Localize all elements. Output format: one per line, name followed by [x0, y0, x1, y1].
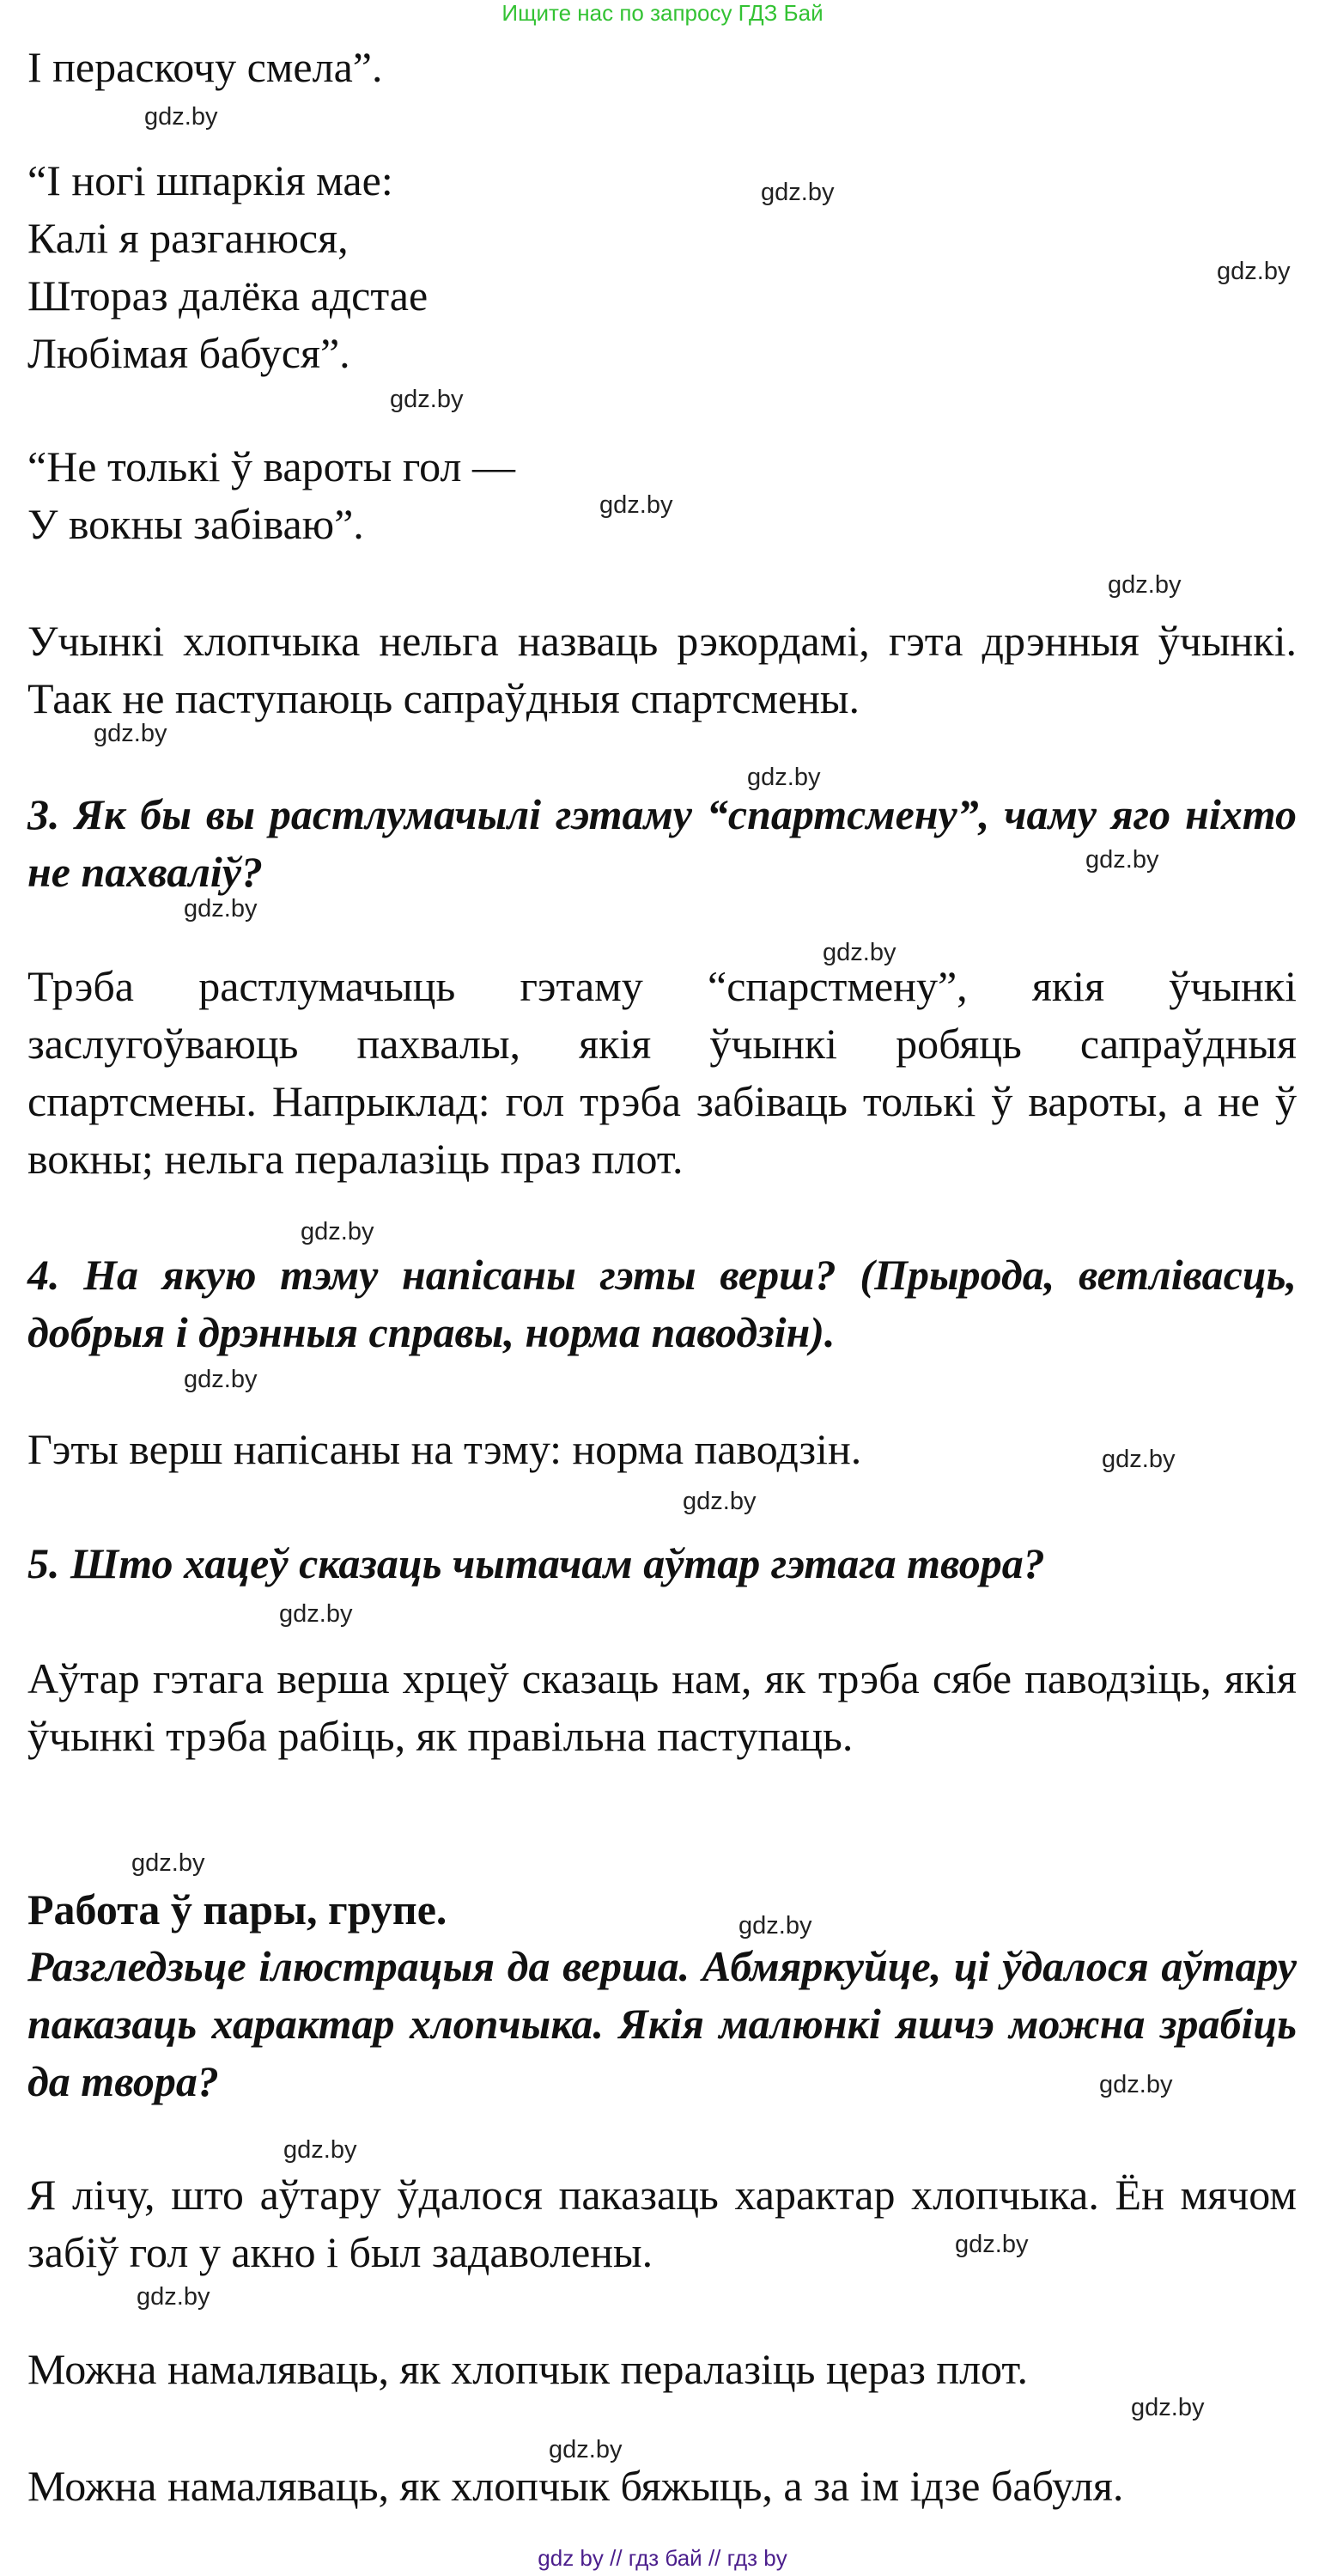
footer-links	[0, 2545, 1325, 2572]
watermark: gdz.by	[283, 2136, 357, 2164]
watermark: gdz.by	[1102, 1446, 1176, 1473]
watermark: gdz.by	[549, 2436, 623, 2463]
question-4: 4. На якую тэму напісаны гэты верш? (Прырода, ветлівасць, добрыя і дрэнныя справы, норма паводзін).	[27, 1251, 1297, 1356]
watermark: gdz.by	[1131, 2394, 1205, 2421]
watermark: gdz.by	[390, 386, 464, 413]
poem-line: “І ногі шпаркія мае:	[27, 156, 393, 204]
footer-link-gdz-by[interactable]: gdz by	[538, 2545, 604, 2571]
top-banner[interactable]: Ищите нас по запросу ГДЗ Бай	[501, 0, 824, 26]
watermark: gdz.by	[137, 2283, 210, 2311]
watermark: gdz.by	[955, 2231, 1029, 2258]
pair-answer-3: Можна намаляваць, як хлопчык бяжыць, а за ім ідзе бабуля.	[27, 2462, 1124, 2510]
watermark: gdz.by	[94, 720, 167, 747]
question-3: 3. Як бы вы растлумачылі гэтаму “спартсмену”, чаму яго ніхто не пахваліў?	[27, 790, 1297, 896]
watermark: gdz.by	[1099, 2071, 1173, 2098]
answer-records: Учынкі хлопчыка нельга назваць рэкордамі, гэта дрэнныя ўчынкі. Таак не паступаюць сапраўдныя спартсмены.	[27, 617, 1297, 722]
question-5: 5. Што хацеў сказаць чытачам аўтар гэтага твора?	[27, 1539, 1045, 1587]
poem-line: Калі я разганюся,	[27, 214, 349, 262]
poem-line: “Не толькі ў вароты гол —	[27, 442, 515, 490]
pair-work-task: Разгледзьце ілюстрацыя да верша. Абмяркуйце, ці ўдалося аўтару паказаць характар хлопчыка. Якія малюнкі яшчэ можна зрабіць да твора?	[27, 1942, 1297, 2105]
poem-line: Штораз далёка адстае	[27, 271, 428, 320]
answer-4: Гэты верш напісаны на тэму: норма паводзін.	[27, 1425, 862, 1473]
watermark: gdz.by	[301, 1218, 374, 1245]
watermark: gdz.by	[184, 895, 258, 923]
watermark: gdz.by	[1108, 571, 1182, 599]
watermark: gdz.by	[279, 1600, 353, 1628]
pair-answer-2: Можна намаляваць, як хлопчык пералазіць цераз плот.	[27, 2345, 1028, 2393]
watermark: gdz.by	[761, 179, 835, 206]
watermark: gdz.by	[738, 1912, 812, 1940]
footer-separator: //	[603, 2545, 629, 2571]
watermark: gdz.by	[1085, 846, 1159, 874]
answer-5: Аўтар гэтага верша хрцеў сказаць нам, як трэба сябе паводзіць, якія ўчынкі трэба рабіць, як правільна паступаць.	[27, 1654, 1297, 1760]
footer-separator: //	[702, 2545, 727, 2571]
pair-answer-1: Я лічу, што аўтару ўдалося паказаць характар хлопчыка. Ён мячом забіў гол у акно і был задаволены.	[27, 2171, 1297, 2276]
poem-line: У вокны забіваю”.	[27, 500, 364, 548]
poem-line: І пераскочу смела”.	[27, 43, 383, 91]
poem-line: Любімая бабуся”.	[27, 329, 350, 377]
poem-stanza-0	[27, 39, 1297, 96]
watermark: gdz.by	[599, 491, 673, 519]
pair-work-heading: Работа ў пары, групе.	[27, 1885, 447, 1934]
watermark: gdz.by	[823, 939, 897, 966]
watermark: gdz.by	[747, 764, 821, 791]
answer-3: Трэба растлумачыць гэтаму “спарстмену”, якія ўчынкі заслугоўваюць пахвалы, якія ўчынкі робяць сапраўдныя спартсмены. Напрыклад: гол трэба забіваць толькі ў вароты, а не ў вокны; нельга пералазіць праз плот.	[27, 962, 1297, 1183]
poem-stanza-1	[27, 152, 1297, 382]
watermark: gdz.by	[144, 103, 218, 131]
watermark: gdz.by	[131, 1849, 205, 1877]
watermark: gdz.by	[1217, 258, 1291, 285]
watermark: gdz.by	[184, 1366, 258, 1393]
footer-link-gdz-bai[interactable]: гдз бай	[628, 2545, 702, 2571]
watermark: gdz.by	[683, 1488, 757, 1515]
footer-link-gdz-by-cyr[interactable]: гдз by	[726, 2545, 787, 2571]
